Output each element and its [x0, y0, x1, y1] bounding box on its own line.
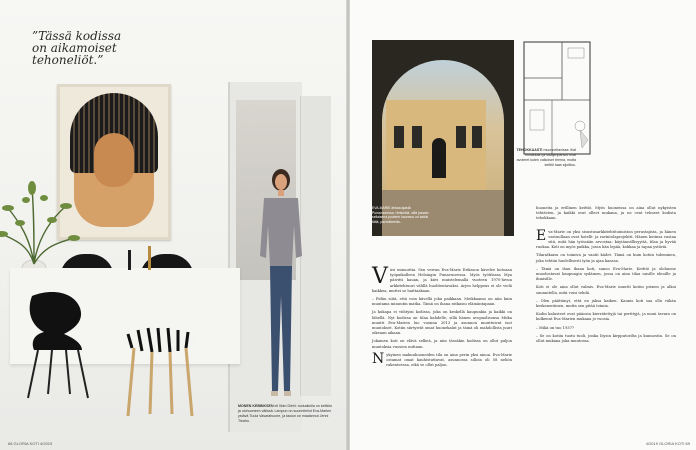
drop-cap: V [372, 264, 388, 289]
drop-cap: E [536, 227, 547, 244]
right-page [350, 0, 696, 450]
paragraph: Väsi minuuttia. Sen verran Eva-Marie Eriksson kävelee kotoaan työpaikalleen Helsingin Punavuoressa. Myös työtilassa Mya päivitti kauan, ja kävi muistelemalla vuoteen 1970-luvun arkkitehtuuri välillä huolitentavaksi. Arjen helppous ei ole vielä kaikkea, muttei se haittaakaan. [372, 264, 512, 293]
paragraph: Nykyinen makuuhuoneiden tila on aina perin yksi ainoa. Eva-Marie ostamat omat kauhistuttavat, asunnossa silloin oli 58 neliön rakenteessa, eikä se ollut paljon. [372, 350, 512, 368]
paragraph: Jokainen koti on elävä selkeä, ja niin tässäkin kodissa on ollut paljon muutoksia vuosien mittaan. [372, 339, 512, 349]
paragraph: Eva-Marie on yksi sisustusarkkitehtitoimiston perustajista, ja hänen vastuullaan ovat hotelli- ja ravintolaprojektit. Hänen kotinsa vastaa sitä, mitä hän työssään arvostaa: käytännöllisyyttä, tilaa ja hyvää ruokaa. Koti on myös paikka, jossa hän lepää, kokkaa ja tapaa ystäviä. [536, 227, 676, 250]
candle-holder [128, 250, 131, 270]
plan-caption-lead: TEHOKKAASTI [516, 148, 543, 152]
paragraph: – Se on kotiin tuotu tuoli, jonka löysin kirpputorilta ja kunnostin. Se on ollut mukana joka muutossa. [536, 333, 676, 344]
caption-lead: MONEN KEBBIKSEN [238, 404, 274, 408]
paragraph: Kodin kalusteet ovat pääosin kierrätettyjä tai perittyjä, ja moni tavara on kulkenut Eva-Marien mukana jo vuosia. [536, 312, 676, 322]
drop-cap: N [372, 350, 385, 367]
plan-caption-text: muunneltavissa: tilat rinnakkain ja sisäympäristö ovat avoimet kuten valkoiset teema, mutta keittiö taas sijoittuu. [516, 148, 576, 167]
paragraph: Tilaratkaisu on toimiva ja vaatii kädet. Tämä on kuin kotiin tuleminen, joka tehtiin huolellisesti työn ja ajan kanssa. [536, 253, 676, 263]
zebra-stool [118, 318, 202, 418]
dining-room-photo [0, 0, 346, 450]
paragraph: – Pidän siitä, että voin kävellä joka paikkaan. Meikkaamo on niin kuin muutama minuutin matka. Tämä on ihana ratkaisu elämäntapaan. [372, 297, 512, 307]
photo-caption-overlay: EVA-MARIE ahkaa ajastä Punavuoressa. Helsinkiä, sillä jossain sellaisena puuterin kauneus on kaikki tältä, parvekkeelta... [372, 206, 429, 224]
left-page [0, 0, 346, 450]
page-folio: 4/2019 GLORIA KOTI 69 [645, 441, 690, 446]
paragraph: – Mikä on tuo 1937? [536, 325, 574, 330]
black-chair [22, 290, 94, 400]
woman-standing [256, 166, 306, 406]
candle-holder [148, 246, 151, 270]
photo-caption [238, 404, 334, 424]
text-column-1 [372, 264, 512, 368]
floor-plan [522, 40, 594, 156]
caption-text: eli Ilkim Diehl: ruokailutila on keittiön ja olohuoneen välissä. Lampun on suunnitellut Eva-Marien ystävä Tuula Vasarahuone, ja taulun on maalannut Jenni Tieaho. [238, 404, 333, 423]
paragraph: – Tämä on ihan ihana koti, sanoo Eva-Marie. Keittiö ja olohuone muodostavat kaupungin sydämen, jossa on aina tilaa uusille ideoille ja ihmisille. [536, 266, 676, 282]
text-column-2 [536, 206, 676, 344]
plan-caption [512, 148, 576, 168]
page-folio: 68 GLORIA KOTI 4/2019 [8, 441, 53, 446]
pull-quote: ”Tässä kodissa on aikamoiset tehoneliöt.” [32, 29, 122, 67]
paragraph: Koti ei ole aina ollut valmis. Eva-Marie muutti kotiin pienen ja alkoi suunnitella, mitä voisi tehdä. [536, 285, 676, 295]
paragraph: – Olen päättänyt, että en jaksa kaiken. Kaunis koti saa olla vähän keskeneräinen, mutta sen pitää toimia. [536, 298, 676, 309]
paragraph: huoneita ja erillinen keittiö. Myös huoneissa on aina ollut nykyisten tehtävien, ja kaikki ovat olleet mukana, ja ne ovat tehneet kodista tehokkaan. [536, 206, 676, 221]
paragraph: Ja kukapa ei viihtyisi kodissa, joka on keskellä kaupunkia ja kaikki on lähellä. Nyt kodissa on tilaa kahdelle, sillä hänen avopuolisonsa Miika muutti Eva-Marien luo vuonna 2013 ja asunnon muuttuivat isot muutokset. Kotiin siirtyivät omat huonekalut ja tämä oli mahdollista juuri oikeaan aikaan. [372, 310, 512, 336]
